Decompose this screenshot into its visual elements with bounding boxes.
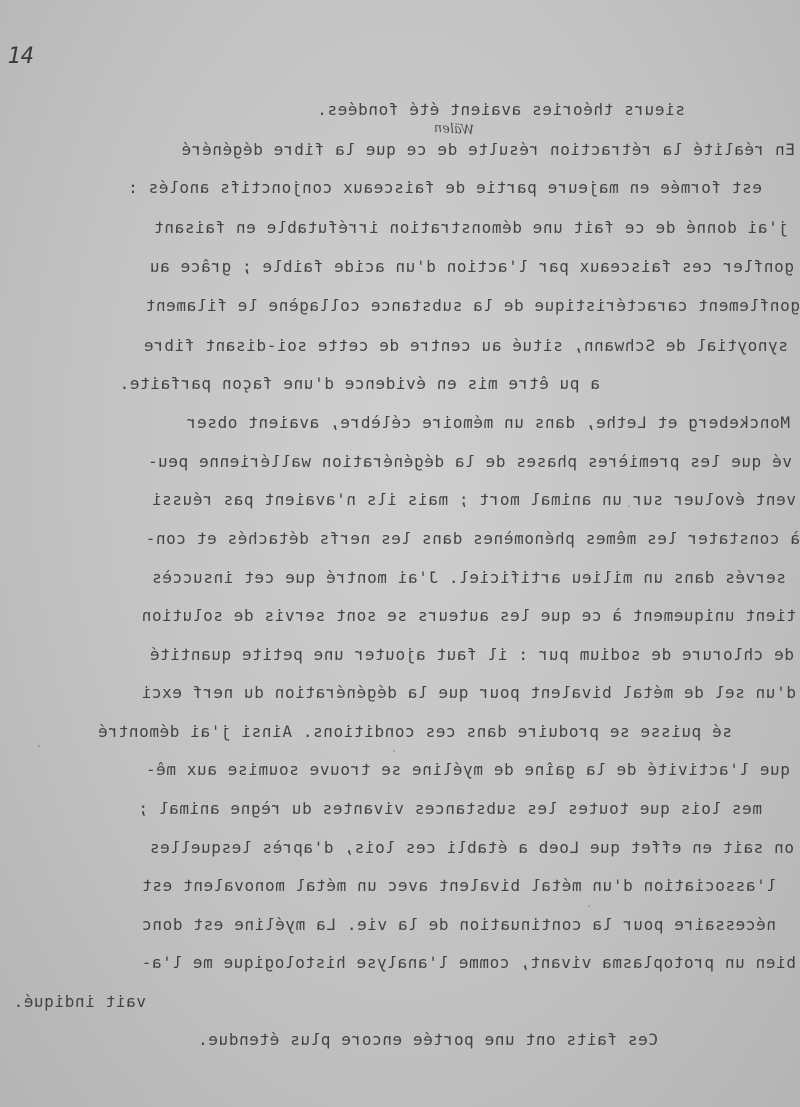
paper-speck	[393, 750, 395, 752]
text-line: vé que les premières phases de la dégénération wallérienne peu-	[147, 452, 792, 471]
text-line: gonfler ces faisceaux par l'action d'un acide faible ; grâce au	[149, 257, 794, 276]
text-line: de chlorure de sodium pur : il faut ajouter une petite quantité	[149, 645, 794, 664]
handwritten-annotation: Wälen	[433, 120, 475, 139]
text-line: d'un sel de métal bivalent pour que la dégénération du nerf exci	[141, 683, 796, 702]
text-line: on sait en effet que Loeb a établi ces lois, d'après lesquelles	[149, 838, 794, 857]
text-line: a pu être mis en évidence d'une façon parfaite.	[119, 374, 600, 393]
text-line: que l'activité de la gaîne de myéline se trouve soumise aux mê-	[145, 760, 790, 779]
text-line: est formée en majeure partie de faisceaux conjonctifs anolés :	[127, 178, 762, 197]
text-line: l'association d'un métal bivalent avec un métal monovalent est	[141, 876, 776, 895]
text-line: sieurs théories avaient été fondées.	[316, 100, 685, 119]
text-line: vait indiqué.	[12, 992, 146, 1011]
text-line: à constater les mêmes phénomènes dans les nerfs détachés et con-	[145, 529, 800, 548]
text-line: En réalité la rétraction résulte de ce que la fibre dégénéré	[181, 140, 795, 159]
text-line: mes lois que toutes les substances vivantes du règne animal ;	[137, 799, 762, 818]
text-line: Ces faits ont une portée encore plus étendue.	[197, 1030, 658, 1049]
text-line: servés dans un milieu artificiel. J'ai montré que cet insuccès	[151, 568, 786, 587]
text-line: Monckeberg et Lethe, dans un mémoire célèbre, avaient obser	[186, 413, 790, 432]
text-line: j'ai donné de ce fait une démonstration irréfutable en faisant	[153, 218, 788, 237]
text-line: vent évoluer sur un animal mort ; mais ils n'avaient pas réussi	[151, 490, 796, 509]
page-number: 14	[7, 44, 34, 69]
text-line: tient uniquement à ce que les auteurs se sont servis de solution	[141, 606, 796, 625]
paper-speck	[38, 745, 40, 747]
text-line: gonflement caractéristique de la substance collagène le filament	[145, 296, 800, 315]
paper-speck	[588, 905, 590, 907]
text-line: nécessaire pour la continuation de la vie. La myéline est donc	[141, 915, 776, 934]
text-line: sé puisse se produire dans ces conditions. Ainsi j'ai démontré	[97, 722, 732, 741]
text-line: bien un protoplasma vivant, comme l'analyse histologique me l'a-	[141, 953, 796, 972]
text-line: synoytial de Schwann, situé au centre de cette soi-disant fibre	[143, 336, 788, 355]
paper-speck	[628, 505, 630, 507]
